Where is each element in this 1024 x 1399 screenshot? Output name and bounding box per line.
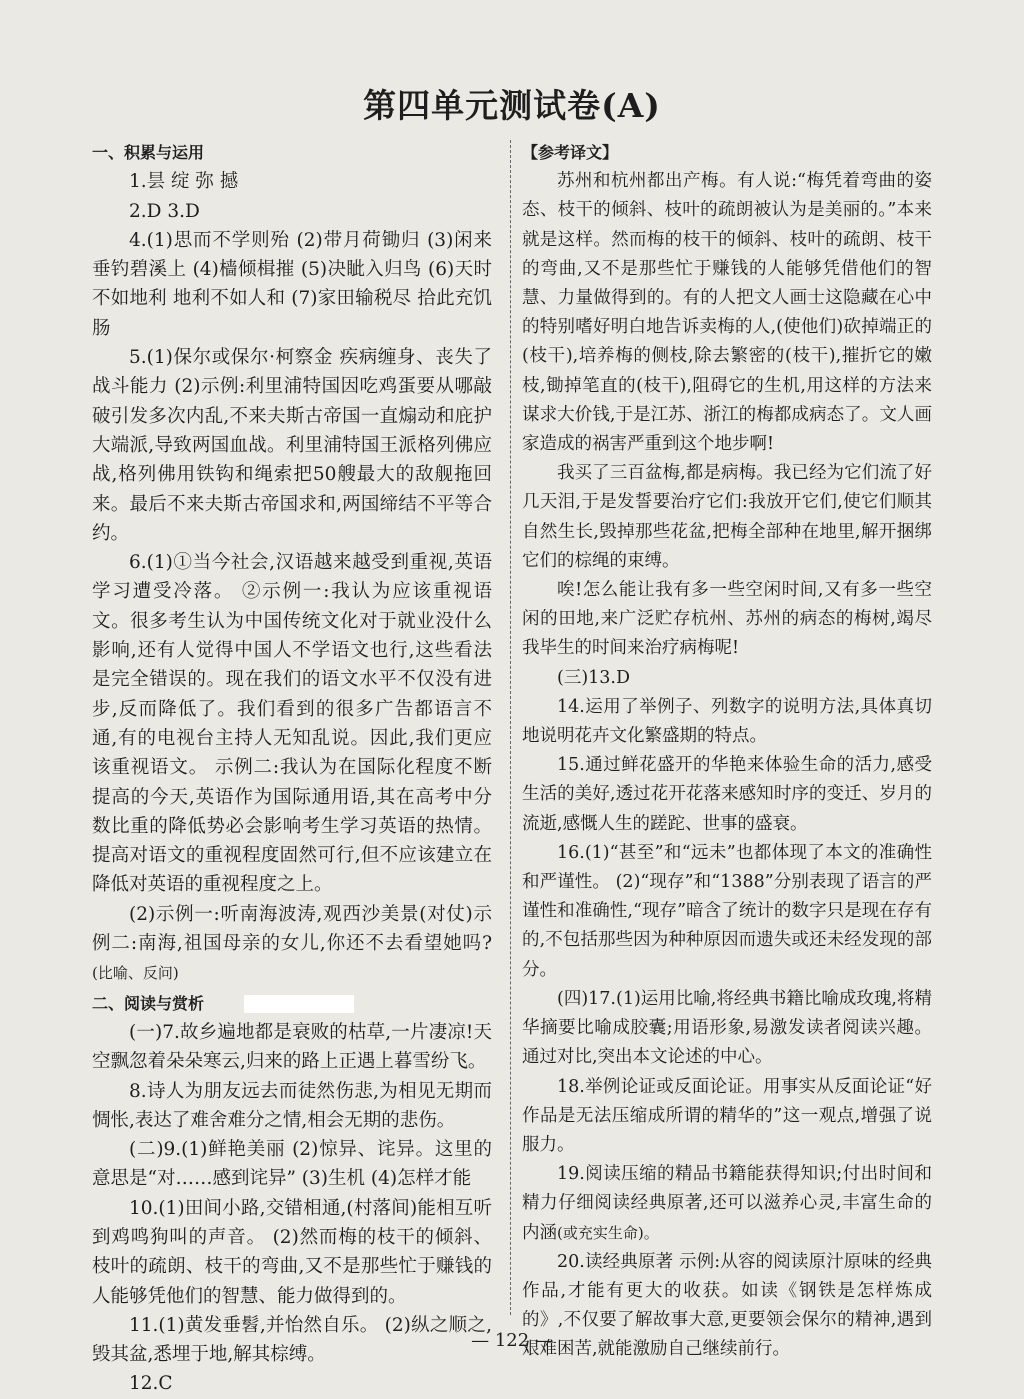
- translation-paragraph-2: 我买了三百盆梅,都是病梅。我已经为它们流了好几天泪,于是发誓要治疗它们:我放开它们,使它们顺其自然生长,毁掉那些花盆,把梅全部种在地里,解开捆绑它们的棕绳的束缚。: [522, 463, 932, 571]
- section-header-reading-text: 二、阅读与赏析: [92, 993, 205, 1013]
- redaction-mark: [244, 995, 354, 1013]
- answer-18: 18.举例论证或反面论证。用事实从反面论证“好作品是无法压缩成所谓的精华的”这一观点,增强了说服力。: [522, 1076, 932, 1155]
- answer-12: 12.C: [129, 1373, 173, 1395]
- answer-19: [522, 1160, 932, 1248]
- answer-6-part2-note: (比喻、反问): [92, 964, 179, 983]
- answer-17: (四)17.(1)运用比喻,将经典书籍比喻成玫瑰,将精华摘要比喻成胶囊;用语形象,易激发读者阅读兴趣。通过对比,突出本文论述的中心。: [522, 988, 932, 1068]
- answer-column-right: [522, 138, 932, 1365]
- answer-13: (三)13.D: [557, 667, 631, 688]
- answer-14: 14.运用了举例子、列数字的说明方法,具体真切地说明花卉文化繁盛期的特点。: [522, 696, 932, 747]
- answer-19-text: 19.阅读压缩的精品书籍能获得知识;付出时间和精力仔细阅读经典原著,还可以滋养心灵,丰富生命的内涵: [522, 1164, 932, 1243]
- answer-6-part2: [92, 900, 492, 989]
- answer-11: 11.(1)黄发垂髫,并怡然自乐。 (2)纵之顺之,毁其盆,悉埋于地,解其棕缚。: [92, 1314, 492, 1366]
- answer-9: (二)9.(1)鲜艳美丽 (2)惊异、诧异。这里的意思是“对……感到诧异” (3)生机 (4)怎样才能: [92, 1139, 492, 1190]
- answer-15: 15.通过鲜花盛开的华艳来体验生命的活力,感受生活的美好,透过花开花落来感知时序的变迁、岁月的流逝,感慨人生的蹉跎、世事的盛衰。: [522, 755, 932, 834]
- answer-column-left: [92, 138, 492, 1399]
- answer-16: 16.(1)“甚至”和“远未”也都体现了本文的准确性和严谨性。 (2)“现存”和“1388”分别表现了语言的严谨性和准确性,“现存”暗含了统计的数字只是现在存有的,不包括那些因为种种原因而遗失或还未经发现的部分。: [522, 842, 932, 980]
- answer-2-3: 2.D 3.D: [129, 200, 200, 222]
- page-number: — 122 —: [471, 1330, 553, 1351]
- translation-header: 【参考译文】: [522, 143, 619, 162]
- translation-paragraph-3: 唉!怎么能让我有多一些空闲时间,又有多一些空闲的田地,来广泛贮存杭州、苏州的病态的梅树,竭尽我毕生的时间来治疗病梅呢!: [522, 580, 932, 659]
- translation-paragraph-1: 苏州和杭州都出产梅。有人说:“梅凭着弯曲的姿态、枝干的倾斜、枝叶的疏朗被认为是美丽的。”本来就是这样。然而梅的枝干的倾斜、枝叶的疏朗、枝干的弯曲,又不是那些忙于赚钱的人能够凭借他们的智慧、力量做得到的。有的人把文人画士这隐藏在心中的特别嗜好明白地告诉卖梅的人,(使他们)砍掉端正的(枝干),培养梅的侧枝,除去繁密的(枝干),摧折它的嫩枝,锄掉笔直的(枝干),阻碍它的生机,用这样的方法来谋求大价钱,于是江苏、浙江的梅都成病态了。文人画家造成的祸害严重到这个地步啊!: [522, 171, 932, 455]
- answer-8: 8.诗人为朋友远去而徒然伤悲,为相见无期而惆怅,表达了难舍难分之情,相会无期的悲伤。: [92, 1080, 492, 1131]
- answer-20: 20.读经典原著 示例:从容的阅读原汁原味的经典作品,才能有更大的收获。如读《钢铁是怎样炼成的》,不仅要了解故事大意,更要领会保尔的精神,遇到艰难困苦,就能激励自己继续前行。: [522, 1251, 932, 1360]
- answer-10: 10.(1)田间小路,交错相通,(村落间)能相互听到鸡鸣狗叫的声音。 (2)然而梅的枝干的倾斜、枝叶的疏朗、枝干的弯曲,又不是那些忙于赚钱的人能够凭他们的智慧、能力做得到的。: [92, 1197, 492, 1307]
- answer-5: 5.(1)保尔或保尔·柯察金 疾病缠身、丧失了战斗能力 (2)示例:利里浦特国因吃鸡蛋要从哪敲破引发多次内乱,不来夫斯古帝国一直煽动和庇护大端派,导致两国血战。利里浦特国王派格列佛应战,格列佛用铁钩和绳索把50艘最大的敌舰拖回来。最后不来夫斯古帝国求和,两国缔结不平等合约。: [92, 347, 492, 544]
- answer-6-part1: 6.(1)①当今社会,汉语越来越受到重视,英语学习遭受冷落。 ②示例一:我认为应该重视语文。很多考生认为中国传统文化对于就业没什么影响,还有人觉得中国人不学语文也行,这些看法是完全错误的。现在我们的语文水平不仅没有进步,反而降低了。我们看到的很多广告都语言不通,有的电视台主持人无知乱说。因此,我们更应该重视语文。 示例二:我认为在国际化程度不断提高的今天,英语作为国际通用语,其在高考中分数比重的降低势必会影响考生学习英语的热情。提高对语文的重视程度固然可行,但不应该建立在降低对英语的重视程度之上。: [92, 552, 492, 896]
- section-header-reading: [92, 989, 492, 1018]
- answer-1: 1.昙 绽 弥 撼: [129, 171, 239, 193]
- page-title: 第四单元测试卷(A): [363, 86, 661, 125]
- answer-4: 4.(1)思而不学则殆 (2)带月荷锄归 (3)闲来垂钓碧溪上 (4)樯倾楫摧 (5)决眦入归鸟 (6)天时不如地利 地利不如人和 (7)家田输税尽 拾此充饥肠: [92, 229, 492, 339]
- answer-19-note: (或充实生命)。: [557, 1223, 659, 1242]
- column-divider: [510, 140, 511, 1315]
- answer-7: (一)7.故乡遍地都是衰败的枯草,一片凄凉!天空飘忽着朵朵寒云,归来的路上正遇上暮雪纷飞。: [92, 1021, 492, 1073]
- answer-6-part2-text: (2)示例一:听南海波涛,观西沙美景(对仗)示例二:南海,祖国母亲的女儿,你还不去看望她吗?: [92, 903, 492, 955]
- section-header-accumulation: 一、积累与运用: [92, 143, 205, 162]
